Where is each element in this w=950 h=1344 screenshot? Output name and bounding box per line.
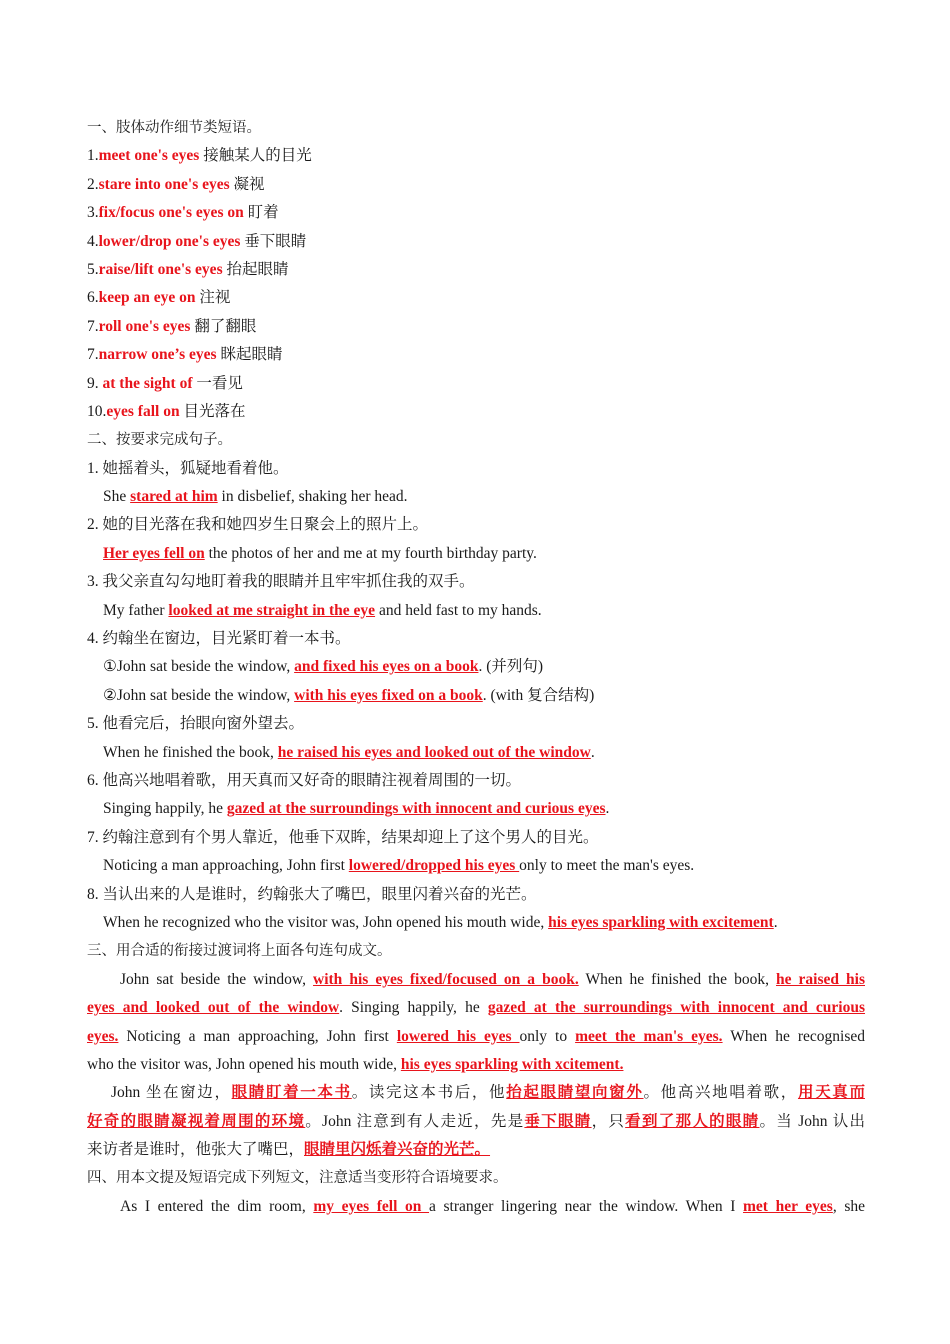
paragraph-text: John sat beside the window, bbox=[120, 970, 314, 988]
question-answer-line bbox=[87, 483, 865, 511]
section-4-heading: 四、用本文提及短语完成下列短文，注意适当变形符合语境要求。 bbox=[87, 1170, 508, 1187]
answer-prefix: Singing happily, he bbox=[103, 800, 227, 818]
phrase-text: raise/lift one's eyes bbox=[98, 260, 223, 278]
phrase-number: 4. bbox=[87, 232, 99, 250]
paragraph-text: Noticing a man approaching, John first bbox=[118, 1027, 397, 1045]
answer-text: Her eyes fell on bbox=[103, 544, 205, 562]
phrase-text: lower/drop one's eyes bbox=[98, 232, 241, 250]
question-answer-line bbox=[87, 653, 865, 681]
phrase-item bbox=[87, 256, 865, 284]
paragraph-line bbox=[87, 1023, 865, 1051]
answer-suffix: . (并列句) bbox=[478, 658, 544, 676]
phrase-number: 7. bbox=[87, 346, 99, 364]
paragraph-line bbox=[87, 1136, 865, 1164]
question-answer-line bbox=[87, 597, 865, 625]
paragraph-text: , she bbox=[832, 1197, 865, 1215]
paragraph-text: 。John 注意到有人走近，先是 bbox=[305, 1112, 525, 1130]
phrase-text: keep an eye on bbox=[98, 289, 196, 307]
answer-suffix: in disbelief, shaking her head. bbox=[217, 488, 408, 506]
answer-suffix: . (with 复合结构) bbox=[482, 686, 595, 704]
document-content bbox=[87, 114, 865, 1221]
answer-prefix: My father bbox=[103, 601, 169, 619]
phrase-number: 2. bbox=[87, 175, 99, 193]
answer-prefix: Noticing a man approaching, John first bbox=[103, 857, 349, 875]
answer-suffix: and held fast to my hands. bbox=[375, 601, 542, 619]
phrase-text: eyes fall on bbox=[106, 402, 180, 420]
answer-text: 好奇的眼睛凝视着周围的环境 bbox=[87, 1112, 306, 1130]
question-answer-line bbox=[87, 682, 865, 710]
answer-text: with his eyes fixed on a book bbox=[294, 686, 483, 704]
question-chinese: 6. 他高兴地唱着歌，用天真而又好奇的眼睛注视着周围的一切。 bbox=[87, 771, 522, 789]
paragraph-text: As I entered the dim room, bbox=[120, 1197, 314, 1215]
section-2-heading: 二、按要求完成句子。 bbox=[87, 432, 232, 449]
phrase-meaning: 抬起眼睛 bbox=[222, 260, 289, 278]
question-answer-line bbox=[87, 909, 865, 937]
paragraph-line bbox=[87, 1051, 865, 1079]
phrase-number: 6. bbox=[87, 289, 99, 307]
section-3-heading: 三、用合适的衔接过渡词将上面各句连句成文。 bbox=[87, 943, 392, 960]
question-chinese: 7. 约翰注意到有个男人靠近，他垂下双眸，结果却迎上了这个男人的目光。 bbox=[87, 828, 599, 846]
phrase-item bbox=[87, 171, 865, 199]
phrase-meaning: 翻了翻眼 bbox=[190, 317, 257, 335]
answer-prefix: When he recognized who the visitor was, John opened his mouth wide, bbox=[103, 913, 549, 931]
phrase-meaning: 眯起眼睛 bbox=[216, 346, 283, 364]
paragraph-text: 。当 John 认出 bbox=[759, 1112, 865, 1130]
paragraph-text: only to bbox=[519, 1027, 576, 1045]
answer-suffix: . bbox=[773, 913, 778, 931]
paragraph-line bbox=[87, 1108, 865, 1136]
answer-text: my eyes fell on bbox=[313, 1197, 430, 1215]
phrase-number: 10. bbox=[87, 402, 107, 420]
answer-text: stared at him bbox=[130, 488, 218, 506]
answer-prefix: ②John sat beside the window, bbox=[103, 686, 295, 704]
question-answer-line bbox=[87, 739, 865, 767]
answer-suffix: only to meet the man's eyes. bbox=[519, 857, 695, 875]
answer-text: looked at me straight in the eye bbox=[168, 601, 376, 619]
answer-text: 抬起眼睛望向窗外 bbox=[506, 1084, 644, 1102]
phrase-text: stare into one's eyes bbox=[98, 175, 230, 193]
phrase-number: 5. bbox=[87, 260, 99, 278]
paragraph-line bbox=[87, 994, 865, 1022]
phrase-item bbox=[87, 284, 865, 312]
question-chinese: 3. 我父亲直勾勾地盯着我的眼睛并且牢牢抓住我的双手。 bbox=[87, 573, 475, 591]
phrase-text: roll one's eyes bbox=[98, 317, 191, 335]
question-chinese: 2. 她的目光落在我和她四岁生日聚会上的照片上。 bbox=[87, 516, 429, 534]
section-1-heading: 一、肢体动作细节类短语。 bbox=[87, 120, 261, 136]
question-answer-line bbox=[87, 795, 865, 823]
answer-text: his eyes sparkling with xcitement. bbox=[400, 1055, 624, 1073]
answer-suffix: . bbox=[590, 743, 595, 761]
answer-text: meet the man's eyes. bbox=[575, 1027, 723, 1045]
paragraph-text: who the visitor was, John opened his mouth wide, bbox=[87, 1055, 401, 1073]
phrase-item bbox=[87, 228, 865, 256]
question-chinese: 1. 她摇着头，狐疑地看着他。 bbox=[87, 459, 289, 477]
phrase-text: narrow one’s eyes bbox=[98, 346, 217, 364]
paragraph-text: 。读完这本书后，他 bbox=[351, 1084, 507, 1102]
answer-text: his eyes sparkling with excitement bbox=[548, 913, 774, 931]
phrase-meaning: 盯着 bbox=[243, 204, 279, 222]
answer-prefix: She bbox=[103, 488, 131, 506]
question-answer-line bbox=[87, 852, 865, 880]
answer-text: met her eyes bbox=[743, 1197, 833, 1215]
paragraph-text: When he recognised bbox=[722, 1027, 866, 1045]
paragraph-text: . Singing happily, he bbox=[339, 999, 488, 1017]
question-chinese: 4. 约翰坐在窗边，目光紧盯着一本书。 bbox=[87, 630, 351, 648]
answer-text: eyes. bbox=[87, 1027, 119, 1045]
answer-suffix: . bbox=[605, 800, 610, 818]
phrase-meaning: 一看见 bbox=[192, 374, 243, 392]
answer-text: gazed at the surroundings with innocent and curious bbox=[487, 999, 866, 1017]
answer-text: he raised his bbox=[776, 970, 865, 988]
answer-text: 垂下眼睛 bbox=[524, 1112, 592, 1130]
answer-suffix: the photos of her and me at my fourth birthday party. bbox=[204, 544, 537, 562]
paragraph-text: ，只 bbox=[591, 1112, 626, 1130]
answer-text: 用天真而 bbox=[797, 1084, 865, 1102]
answer-text: lowered his eyes bbox=[396, 1027, 520, 1045]
phrase-number: 3. bbox=[87, 204, 99, 222]
paragraph-line bbox=[87, 1079, 865, 1107]
phrase-meaning: 垂下眼睛 bbox=[240, 232, 307, 250]
answer-text: 眼睛里闪烁着兴奋的光芒。 bbox=[304, 1141, 491, 1159]
phrase-number: 9. bbox=[87, 374, 103, 392]
answer-prefix: ①John sat beside the window, bbox=[103, 658, 295, 676]
answer-text: 眼睛盯着一本书 bbox=[231, 1084, 352, 1102]
answer-text: and fixed his eyes on a book bbox=[294, 658, 479, 676]
answer-text: lowered/dropped his eyes bbox=[348, 857, 520, 875]
answer-prefix: When he finished the book, bbox=[103, 743, 278, 761]
phrase-item bbox=[87, 370, 865, 398]
phrase-number: 1. bbox=[87, 147, 99, 165]
phrase-meaning: 目光落在 bbox=[179, 402, 246, 420]
answer-text: 看到了那人的眼睛 bbox=[625, 1112, 760, 1130]
question-answer-line bbox=[87, 540, 865, 568]
paragraph-text: 。他高兴地唱着歌， bbox=[643, 1084, 798, 1102]
answer-text: gazed at the surroundings with innocent and curious eyes bbox=[226, 800, 606, 818]
phrase-item bbox=[87, 398, 865, 426]
paragraph-text: When he finished the book, bbox=[578, 970, 776, 988]
phrase-item bbox=[87, 142, 865, 170]
section-3-chinese-paragraph bbox=[87, 1079, 865, 1164]
phrase-text: fix/focus one's eyes on bbox=[98, 204, 244, 222]
section-3-english-paragraph bbox=[87, 966, 865, 1080]
paragraph-text: a stranger lingering near the window. When I bbox=[429, 1197, 744, 1215]
answer-text: eyes and looked out of the window bbox=[87, 999, 340, 1017]
paragraph-text: 来访者是谁时，他张大了嘴巴， bbox=[87, 1141, 305, 1159]
phrase-number: 7. bbox=[87, 317, 99, 335]
phrase-text: meet one's eyes bbox=[98, 147, 200, 165]
phrase-meaning: 凝视 bbox=[229, 175, 265, 193]
answer-text: with his eyes fixed/focused on a book. bbox=[313, 970, 579, 988]
phrase-item bbox=[87, 313, 865, 341]
phrase-item bbox=[87, 341, 865, 369]
paragraph-text: John 坐在窗边， bbox=[111, 1084, 232, 1102]
phrase-text: at the sight of bbox=[102, 374, 193, 392]
question-chinese: 5. 他看完后，抬眼向窗外望去。 bbox=[87, 715, 305, 733]
phrase-meaning: 接触某人的目光 bbox=[199, 147, 312, 165]
answer-text: he raised his eyes and looked out of the window bbox=[277, 743, 591, 761]
paragraph-line bbox=[87, 966, 865, 994]
phrase-item bbox=[87, 199, 865, 227]
paragraph-line bbox=[87, 1193, 865, 1221]
question-chinese: 8. 当认出来的人是谁时，约翰张大了嘴巴，眼里闪着兴奋的光芒。 bbox=[87, 885, 537, 903]
phrase-meaning: 注视 bbox=[195, 289, 231, 307]
